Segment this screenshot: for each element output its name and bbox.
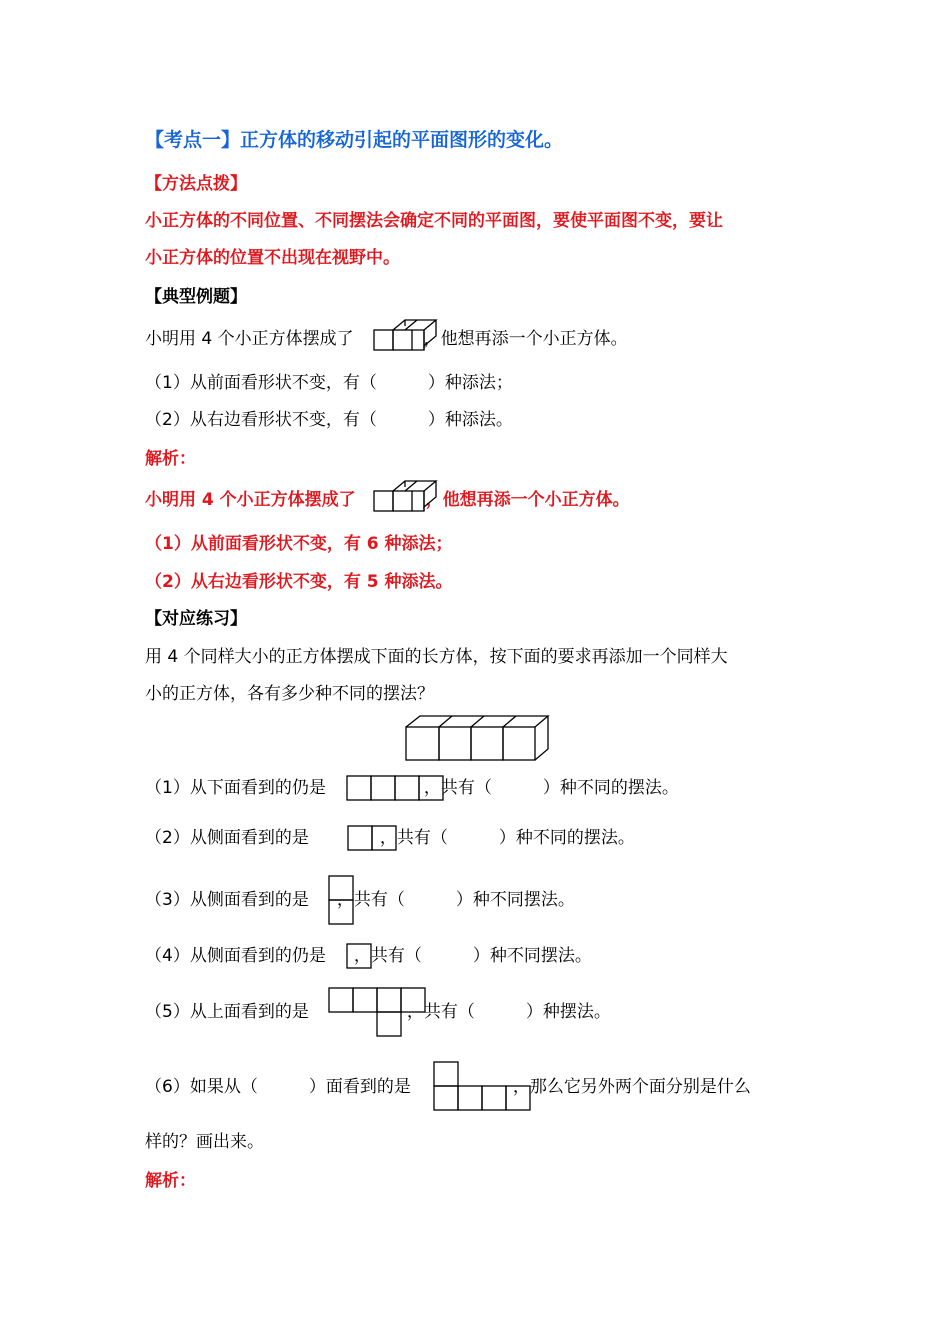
p1-bottom-view-figure <box>345 774 445 802</box>
practice-question-6-line2: 样的？画出来。 <box>145 1132 264 1152</box>
p3-start: （3）从侧面看到的是 <box>145 890 309 910</box>
p1-end: ，共有（ ）种不同的摆法。 <box>423 778 679 798</box>
section-heading: 【考点一】正方体的移动引起的平面图形的变化。 <box>145 129 564 151</box>
p3-end: ，共有（ ）种不同摆法。 <box>336 890 575 910</box>
p4-end: ，共有（ ）种不同摆法。 <box>353 946 592 966</box>
p6-view-figure <box>432 1060 532 1112</box>
example-question-1: （1）从前面看形状不变，有（ ）种添法； <box>145 373 513 393</box>
p3-side-view-figure <box>327 874 355 926</box>
method-title: 【方法点拨】 <box>145 174 247 194</box>
p4-side-view-figure <box>345 942 373 970</box>
practice-title: 【对应练习】 <box>145 609 247 629</box>
practice-question-3 <box>145 888 575 912</box>
example-question-2: （2）从右边看形状不变，有（ ）种添法。 <box>145 410 513 430</box>
p4-start: （4）从侧面看到的仍是 <box>145 946 326 966</box>
method-text-line2: 小正方体的位置不出现在视野中。 <box>145 248 400 268</box>
cuboid-figure <box>404 713 550 763</box>
method-text-line1: 小正方体的不同位置、不同摆法会确定不同的平面图，要使平面图不变，要让 <box>145 211 723 231</box>
p2-end: ，共有（ ）种不同的摆法。 <box>379 828 635 848</box>
p6-end: ，那么它另外两个面分别是什么 <box>512 1077 751 1097</box>
analysis1-answer-2: （2）从右边看形状不变，有 5 种添法。 <box>145 572 453 592</box>
p2-start: （2）从侧面看到的是 <box>145 828 309 848</box>
analysis1-intro-end: ，他想再添一个小正方体。 <box>425 490 630 510</box>
p5-start: （5）从上面看到的是 <box>145 1002 309 1022</box>
p5-end: ，共有（ ）种摆法。 <box>406 1002 611 1022</box>
practice-text-line2: 小的正方体，各有多少种不同的摆法？ <box>145 684 434 704</box>
p2-side-view-figure <box>346 824 398 852</box>
p6-start: （6）如果从（ ）面看到的是 <box>145 1077 411 1097</box>
p5-top-view-figure <box>327 986 427 1038</box>
example-intro-start: 小明用 4 个小正方体摆成了 <box>145 329 354 349</box>
example-title: 【典型例题】 <box>145 287 247 307</box>
analysis1-answer-1: （1）从前面看形状不变，有 6 种添法； <box>145 534 453 554</box>
example-intro-end: ，他想再添一个小正方体。 <box>423 329 628 349</box>
p1-start: （1）从下面看到的仍是 <box>145 778 326 798</box>
analysis1-cube-figure <box>372 479 442 515</box>
practice-text-line1: 用 4 个同样大小的正方体摆成下面的长方体，按下面的要求再添加一个同样大 <box>145 647 728 667</box>
analysis2-title: 解析： <box>145 1171 196 1191</box>
example-cube-figure <box>372 318 442 354</box>
analysis1-intro-start: 小明用 4 个小正方体摆成了 <box>145 490 356 510</box>
analysis1-title: 解析： <box>145 449 196 469</box>
